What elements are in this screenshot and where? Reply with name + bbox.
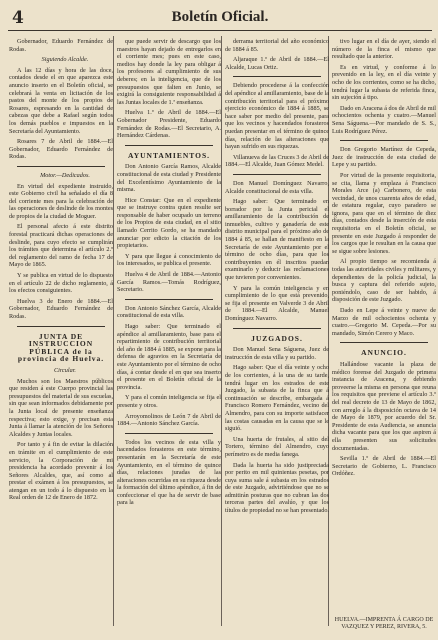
paragraph: Aljaraque 1.º de Abril de 1884.—El Alcalde, Lucas Ortiz. [225,56,329,71]
paragraph: Y para el común inteligencia se fija el presente y otros. [117,394,221,409]
column-4 [332,38,436,608]
paragraph: Es en virtud, y conforme á lo prevenido en la ley, en el día veinte y ocho de los corrientes, como se ha dicho, tendrá lugar la subasta de referida finca, sin sujeción á tipo. [332,63,436,102]
paragraph: Huelva 4 de Abril de 1884.—Antonio García Ramos.—Tomás Rodríguez, Secretario. [117,271,221,294]
paragraph: Debiendo procederse á la confección del apéndice al amillaramiento, base de la contribución territorial para el próximo ejercicio económico de 1884 á 1885, se hace saber por medio del presente, para que los vecinos y hacendados forasteros puedan presentar en el término de quince días, relación de las alteraciones que hayan sufrido en sus riquezas. [225,82,329,151]
paragraph: que puede servir de descargo que los maestros hayan dejado de entregarlos en el corriente mes; pues en este caso, medios hay donde la ley para obligar á los profesores al cumplimiento de sus deberes; en la inteligencia, que de los presupuestos que falten en Junio, se exigirá la consiguiente responsabilidad á las Juntas locales de 1.ª enseñanza. [117,38,221,106]
paragraph: Y para que llegue á conocimiento de los interesados, se publica el presente. [117,252,221,268]
paragraph: Por virtud de la presente requisitoria, se cita, llama y emplaza á Francisco Morales Arce (a) Carbonero, de esta vecindad, de unos cuarenta años de edad, de estatura regular, cuyo paradero se ignora, para que en el término de diez días, contados desde la inserción de esta requisitoria en el Boletín oficial, se presente en este Juzgado á responder de los cargos que le resultan en la causa que se sigue sobre lesiones. [332,171,436,255]
header-rule [8,30,432,31]
section-heading: AYUNTAMIENTOS. [127,150,210,160]
column-3 [225,38,329,616]
paragraph: Hago saber: Que terminado el apéndice al amillaramiento, base para el repartimiento de contribución territorial del año de 1884 á 1885, se expone para la defensa de agravios en la Secretaría de este Ayuntamiento por el término de ocho días, á contar desde el en que sea inserto el presente en el Boletín oficial de la provincia. [117,323,221,391]
divider [17,166,105,167]
paragraph: Por tanto y á fin de evitar la dilación en trámite en el cumplimiento de este servicio, la Corporación de mi presidencia ha acordado prevenir á los Señores Alcaldes, que, así como al prestar el exámen á los presupuestos, se atengan en un todo á lo dispuesto en la Real orden de 12 de Enero de 1872. [9,441,113,502]
paragraph: En virtud del expediente instruido, este Gobierno civil ha señalado el día 8 del corriente mes para la celebración de las operaciones de deslinde de los montes de propios de la ciudad de Moguer. [9,182,113,220]
section-heading: ANUNCIO. [361,348,407,358]
paragraph: Dada la huerta ha sido justipreciada por perito en mil quinientas pesetas, por cuya suma sale á subasta en los estrados de este Juzgado, advirtiéndose que no se admitirán posturas que no cubran las dos terceras partes del avalúo, y que los títulos de propiedad no se han presentado. [225,461,329,515]
paragraph: Muchos son los Maestros públicos que residen á este Cuerpo provincial las presupuestos del material de sus escuelas, sin que sean informados debidamente por la Junta local de presente enseñanza respectiva; esto exige, y precisan esta Junta á llamar la atención de los Señores Alcaldes y Juntas locales. [9,377,113,438]
publication-title: Boletín Oficial. [171,9,269,25]
section-heading: JUNTA DE INSTRUCCION PÚBLICA de la provincia de Huelva. [17,331,105,364]
subheading: Circular. [54,366,76,374]
paragraph: Hallándose vacante la plaza de médico forense del Juzgado de primera instancia de Aracena, y debiendo proveerse la misma en persona que reuna los requisitos que previene el artículo 3.º del real decreto de 13 de Mayo de 1862, con arreglo á la disposición octava de 14 de Mayo de 1879, por acuerdo del Sr. Presidente de esta Audiencia, se anuncia dicha vacante para que los que aspiren á ella presenten sus solicitudes documentadas. [332,360,436,452]
divider [340,342,428,343]
printer-imprint: HUELVA.—IMPRENTA Á CARGO DE VAZQUEZ Y PEREZ, RIVERA, 5. [334,617,434,630]
divider [340,140,428,141]
paragraph: Don Antonio García Ramos, Alcalde constitucional de esta ciudad y Presidente del Excelentísimo Ayuntamiento de la misma. [117,163,221,194]
paragraph: Y se publica en virtud de lo dispuesto en el artículo 22 de dicho reglamento, á los efectos consiguientes. [9,272,113,295]
page-number: 4 [12,8,24,28]
paragraph: Villanueva de las Cruces 3 de Abril de 1884.—El Alcalde, Juan Gómez Medel. [225,153,329,169]
paragraph: Al propio tiempo se recomienda á todas las autoridades civiles y militares, y dependientes de la policía judicial, la busca y captura del referido sujeto, poniéndolo, caso de ser habido, á disposición de este Juzgado. [332,258,436,304]
paragraph: Sevilla 1.º de Abril de 1884.—El Secretario de Gobierno, L. Francisco Ordóñez. [332,455,436,478]
paragraph: derrama territorial del año económico de 1884 á 85. [225,38,329,53]
paragraph: El personal afecto á este distrito forestal practicará dichas operaciones de deslinde, para cuyo efecto se cumplirán los trámites que determina el artículo 2.º del reglamento del ramo de fecha 17 de Mayo de 1865. [9,223,113,269]
paragraph: Don Gregorio Martínez de Cepeda, Juez de instrucción de esta ciudad de Lepe y su partido. [332,146,436,169]
paragraph: Don Manuel Sena Ságuena, Juez de instrucción de esta villa y su partido. [225,346,329,361]
divider [17,326,105,327]
column-divider [221,36,222,626]
divider [233,76,321,77]
divider [125,145,213,146]
paragraph: Don Manuel Domínguez Navarro, Alcalde constitucional de esta villa. [225,179,329,195]
subheading: Motor.—Dedicados. [40,171,90,179]
paragraph: Dado en Lepe á veinte y nueve de Marzo de mil ochocientos ochenta y cuatro.—Gregorio M. Cepeda.—Por su mandado, Simón Cerero y Maco. [332,307,436,337]
divider [233,174,321,175]
paragraph: Hago saber: Que el día veinte y ocho de los corrientes, á la una de su tarde, tendrá lugar en los estrados de este Juzgado, la subasta de la finca que á continuación se describe, embargada á Francisco Romero Fernández, vecino del Almendro, para con su importe satisfacer las costas causadas en la causa que se le siguió. [225,364,329,433]
column-2 [117,38,221,616]
paragraph: Huelva 3 de Enero de 1884.—El Gobernador, Eduardo Fernández de Rodas. [9,297,113,320]
paragraph: tivo lugar en el día de ayer, siendo el número de la finca el mismo que resultado que la anterior. [332,38,436,61]
paragraph: Dado en Aracena á dos de Abril de mil ochocientos ochenta y cuatro.—Manuel Sena Ságuena.—Por mandado de S. S., Luis Rodríguez Pérez. [332,104,436,135]
paragraph: A las 12 días y hora de las doce, contados desde el en que aparezca este anuncio inserto en el Boletín oficial, se celebrará la venta en licitación de los pastos del monte de los propios de Rosares, espresando en la cantidad de cabezas que debe a Rafael según todos los demás pueblos e impuestos en la Secretaría del Ayuntamiento. [9,66,113,135]
paragraph: Y para la común inteligencia y en cumplimiento de lo que está prevenido, se fija el presente en Valverde 3 de Abril de 1884.—El Alcalde, Manuel Domínguez Navarro. [225,284,329,322]
column-divider [113,36,114,626]
paragraph: Arroyomolinos de León 7 de Abril de 1884.—Antonio Sánchez García. [117,412,221,428]
paragraph: Huelva 1.º de Abril de 1884.—El Gobernador Presidente, Eduardo Fernández de Rodas.—El Secretario, A. Hernández Cárdenas. [117,109,221,140]
subheading: Siguiendo Alcalde. [41,56,89,64]
paragraph: Hice Constar: Que en el expediente que se instruye contra quien resulte ser responsable de haber ocupado un terreno de los Propios de esta ciudad, en el sitio llamado Cerrito Gordo, se ha mandado anunciar por edicto la citación de los propietarios. [117,196,221,250]
divider [125,299,213,300]
section-heading: JUZGADOS. [251,333,303,343]
paragraph: Rosares 7 de Abril de 1884.—El Gobernador, Eduardo Fernández de Rodas. [9,138,113,161]
divider [125,433,213,434]
divider [233,328,321,329]
page-header [8,8,432,30]
paragraph: Una huerta de frutales, al sitio del Tortero, término del Almendro, cuyo perímetro es de media fanega. [225,435,329,458]
paragraph: Gobernador, Eduardo Fernández de Rodas. [9,38,113,53]
paragraph: Hago saber: Que terminado en borrador por la Junta pericial el amillaramiento de la contribución de inmuebles, cultivo y ganadería de este distrito municipal para el próximo año de 1884 á 85, se hallan de manifiesto en la Secretaría de este Ayuntamiento por el término de ocho días, para que los contribuyentes en él inscritos puedan examinarlo y deducir las reclamaciones que tuvieren por convenientes. [225,198,329,282]
paragraph: Don Antonio Sánchez García, Alcalde constitucional de esta villa. [117,304,221,320]
column-1 [9,38,113,616]
paragraph: Todos los vecinos de esta villa y hacendados forasteros en este término, presentarán en la Secretaría de este Ayuntamiento, en el término de quince días, relaciones juradas de las alteraciones ocurridas en su riqueza desde la formación del último apéndice, á fin de confeccionar el que ha de servir de base para la [117,438,221,507]
